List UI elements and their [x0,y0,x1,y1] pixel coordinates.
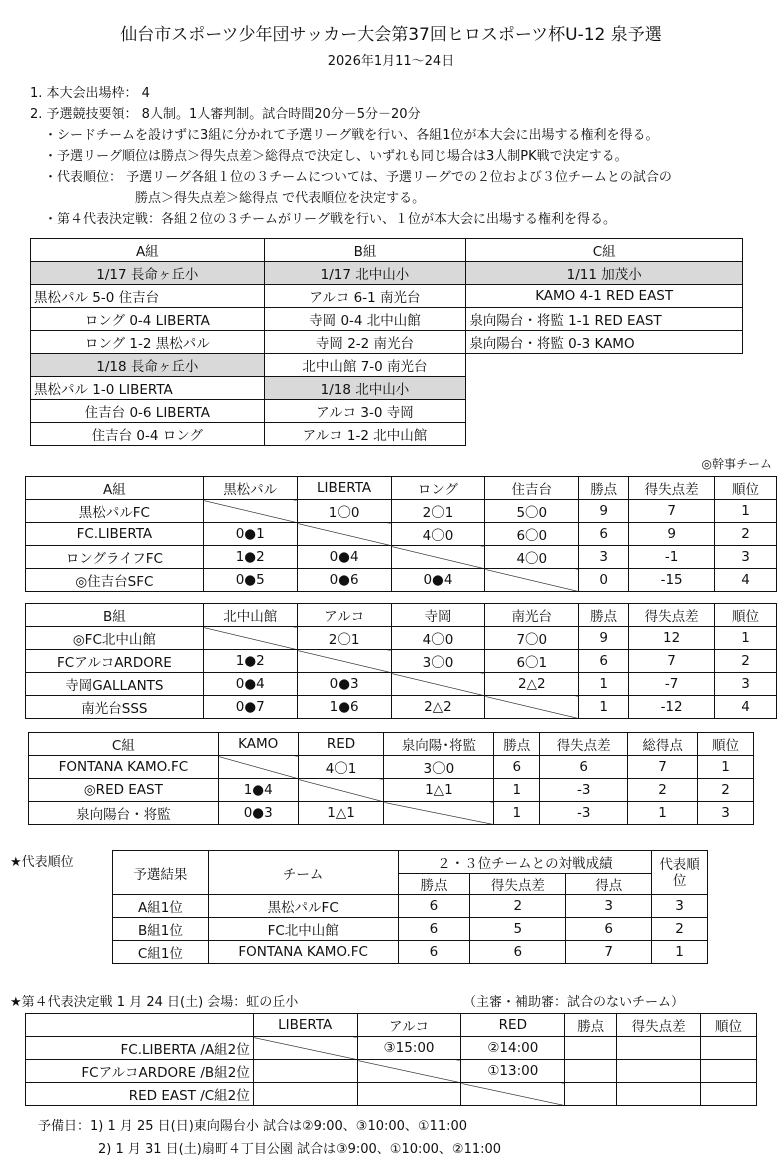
header-cell: 勝点 [494,733,540,756]
rank-cell: 2 [715,523,777,546]
fourth-table [25,1013,757,1106]
page-title: 仙台市スポーツ少年団サッカー大会第37回ヒロスポーツ杯U-12 泉予選 [120,25,662,45]
points-cell [565,1060,617,1083]
score-cell: 0●6 [297,569,391,592]
diff-cell: 2 [470,895,566,918]
rank-cell: 4 [715,569,777,592]
rank-cell: 1 [698,756,754,779]
schedule-venue: 1/18 長命ヶ丘小 [31,354,265,377]
header-cell: 住吉台 [485,477,579,500]
reserve-day-2: 2) 1 月 31 日(土)扇町４丁目公園 試合は③9:00、①10:00、②11:00 [98,1142,502,1157]
score-cell: 0●1 [203,523,297,546]
self-match-cell [461,1083,565,1106]
header-cell: KAMO [218,733,298,756]
team-name: FC.LIBERTA /A組2位 [26,1037,254,1060]
team-name: 寺岡GALLANTS [26,673,204,696]
result-cell: B組1位 [113,918,209,941]
rule-line: ・第４代表決定戦：各組２位の３チームがリーグ戦を行い、１位が本大会に出場する権利を得る。 [44,212,617,227]
score-cell: 1△1 [298,802,384,825]
rule-line: ・予選リーグ順位は勝点＞得失点差＞総得点で決定し、いずれも同じ場合は3人制PK戦で決定する。 [44,149,628,164]
score-cell: 0●5 [203,569,297,592]
diff-cell: -15 [629,569,715,592]
table-row [29,779,754,802]
header-cell: 得失点差 [629,604,715,627]
header-cell: 寺岡 [391,604,485,627]
match-time-cell: ②14:00 [461,1037,565,1060]
team-name: 南光台SSS [26,696,204,719]
header-cell [26,1014,254,1037]
schedule-header: B組 [264,239,466,262]
score-cell: 6〇1 [485,650,579,673]
table-row [113,941,708,964]
table-row [26,696,777,719]
diff-cell: -3 [540,779,628,802]
header-cell: 泉向陽･将監 [384,733,494,756]
schedule-venue: 1/18 北中山小 [264,377,466,400]
header-cell: 南光台 [485,604,579,627]
header-cell: 北中山館 [203,604,297,627]
team-name: FC.LIBERTA [26,523,204,546]
score-cell: 2△2 [391,696,485,719]
header-cell: 得失点差 [617,1014,701,1037]
rank-cell [701,1037,757,1060]
schedule-venue: 1/11 加茂小 [466,262,743,285]
rules-list [30,83,780,230]
rank-cell: 2 [698,779,754,802]
points-cell: 6 [494,756,540,779]
match-result: 黒松パル 5-0 住吉台 [31,285,265,308]
match-result: 寺岡 2-2 南光台 [264,331,466,354]
score-cell: 5〇0 [485,500,579,523]
match-result: 住吉台 0-4 ロング [31,423,265,446]
header-cell: 得失点差 [629,477,715,500]
header-cell: アルコ [357,1014,461,1037]
header-cell: 予選結果 [113,851,209,895]
table-row [26,673,777,696]
points-cell: 6 [579,523,629,546]
match-result: 北中山館 7-0 南光台 [264,354,466,377]
score-cell: 0●7 [203,696,297,719]
rule-line: 2. 予選競技要領： 8人制。1人審判制。試合時間20分－5分－20分 [30,107,421,122]
ranking-section-title: ★代表順位 [10,855,74,870]
schedule-header: C組 [466,239,743,262]
points-cell: 1 [494,802,540,825]
team-name: ロングライフFC [26,546,204,569]
table-row [26,1060,757,1083]
rank-cell [701,1083,757,1106]
group-c-table [28,732,754,825]
goals-cell: 6 [566,918,652,941]
header-cell: B組 [26,604,204,627]
score-cell: 0●4 [203,673,297,696]
table-row [26,650,777,673]
diff-cell: -7 [629,673,715,696]
match-result: 寺岡 0-4 北中山館 [264,308,466,331]
self-match-cell [384,802,494,825]
score-cell: 4〇1 [298,756,384,779]
header-cell: 総得点 [628,733,698,756]
header-cell: 勝点 [565,1014,617,1037]
team-name: ◎FC北中山館 [26,627,204,650]
score-cell: 0●4 [297,546,391,569]
header-cell: 勝点 [579,604,629,627]
rank-cell: 2 [652,918,708,941]
self-match-cell [357,1060,461,1083]
score-cell: 1●4 [218,779,298,802]
match-result: 泉向陽台・将監 0-3 KAMO [466,331,743,354]
match-result: 泉向陽台・将監 1-1 RED EAST [466,308,743,331]
header-cell: アルコ [297,604,391,627]
match-time-cell: ①13:00 [461,1060,565,1083]
schedule-header: A組 [31,239,265,262]
table-row [26,1037,757,1060]
table-row [26,523,777,546]
goals-cell: 2 [628,779,698,802]
diff-cell: 12 [629,627,715,650]
self-match-cell [297,523,391,546]
goals-cell: 3 [566,895,652,918]
header-cell: LIBERTA [297,477,391,500]
team-name: FONTANA KAMO.FC [208,941,398,964]
rule-line: ・代表順位： 予選リーグ各組１位の３チームについては、予選リーグでの２位および３位チームとの試合の [44,170,672,185]
score-cell: 4〇0 [485,546,579,569]
score-cell: 2〇1 [391,500,485,523]
self-match-cell [297,650,391,673]
diff-cell [617,1060,701,1083]
group-a-table [25,476,777,592]
header-cell: 順位 [701,1014,757,1037]
match-result: アルコ 1-2 北中山館 [264,423,466,446]
table-row [26,500,777,523]
rank-cell: 3 [698,802,754,825]
points-cell: 9 [579,500,629,523]
host-team-note: ◎幹事チーム [701,457,772,471]
rank-cell: 1 [715,627,777,650]
rank-cell: 1 [715,500,777,523]
points-cell: 1 [579,696,629,719]
self-match-cell [485,696,579,719]
header-cell: ロング [391,477,485,500]
rule-line: ・シードチームを設けずに3組に分かれて予選リーグ戦を行い、各組1位が本大会に出場する権利を得る。 [44,128,659,143]
team-name: ◎RED EAST [29,779,219,802]
result-cell: C組1位 [113,941,209,964]
self-match-cell [485,569,579,592]
score-cell: 1●2 [203,650,297,673]
score-cell: 7〇0 [485,627,579,650]
diff-cell: -3 [540,802,628,825]
points-cell: 6 [398,941,470,964]
team-name: 泉向陽台・将監 [29,802,219,825]
rank-cell: 3 [715,673,777,696]
match-time-cell [253,1083,357,1106]
match-result: アルコ 6-1 南光台 [264,285,466,308]
points-cell: 6 [579,650,629,673]
score-cell: 6〇0 [485,523,579,546]
ranking-table [112,850,708,964]
match-result: 黒松パル 1-0 LIBERTA [31,377,265,400]
diff-cell: 7 [629,650,715,673]
points-cell: 6 [398,895,470,918]
table-row [29,756,754,779]
header-cell: 順位 [698,733,754,756]
table-row [113,895,708,918]
table-row [26,1083,757,1106]
header-cell: 勝点 [398,874,470,895]
score-cell: 2〇1 [297,627,391,650]
self-match-cell [391,673,485,696]
score-cell: 0●4 [391,569,485,592]
header-cell: ２・３位チームとの対戦成績 [398,851,652,874]
rule-line: 勝点＞得失点差＞総得点 で代表順位を決定する。 [135,191,426,206]
score-cell: 1●2 [203,546,297,569]
header-cell: チーム [208,851,398,895]
points-cell: 9 [579,627,629,650]
points-cell: 0 [579,569,629,592]
points-cell: 3 [579,546,629,569]
score-cell: 4〇0 [391,523,485,546]
match-result: KAMO 4-1 RED EAST [466,285,743,308]
result-cell: A組1位 [113,895,209,918]
score-cell: 0●3 [218,802,298,825]
score-cell: 4〇0 [391,627,485,650]
header-cell: 勝点 [579,477,629,500]
schedule-venue: 1/17 北中山小 [264,262,466,285]
date-range: 2026年1月11〜24日 [327,54,455,69]
rank-cell: 4 [715,696,777,719]
self-match-cell [298,779,384,802]
rank-cell: 2 [715,650,777,673]
goals-cell: 1 [628,802,698,825]
schedule-venue: 1/17 長命ヶ丘小 [31,262,265,285]
referee-note: （主審・補助審：試合のないチーム） [463,995,685,1010]
self-match-cell [203,500,297,523]
diff-cell [617,1083,701,1106]
points-cell: 1 [494,779,540,802]
schedule-table [30,238,743,446]
rank-cell: 1 [652,941,708,964]
team-name: FC北中山館 [208,918,398,941]
rank-cell: 3 [652,895,708,918]
goals-cell: 7 [628,756,698,779]
diff-cell: -12 [629,696,715,719]
score-cell: 3〇0 [391,650,485,673]
diff-cell [617,1037,701,1060]
team-name: FCアルコARDORE [26,650,204,673]
diff-cell: 7 [629,500,715,523]
self-match-cell [391,546,485,569]
header-cell: 得失点差 [540,733,628,756]
points-cell: 1 [579,673,629,696]
table-row [26,546,777,569]
header-cell: 黒松パル [203,477,297,500]
team-name: FONTANA KAMO.FC [29,756,219,779]
header-cell: LIBERTA [253,1014,357,1037]
header-cell: C組 [29,733,219,756]
team-name: FCアルコARDORE /B組2位 [26,1060,254,1083]
points-cell [565,1083,617,1106]
match-result: ロング 1-2 黒松パル [31,331,265,354]
diff-cell: 6 [470,941,566,964]
diff-cell: -1 [629,546,715,569]
table-row [29,802,754,825]
header-cell: A組 [26,477,204,500]
header-cell: RED [461,1014,565,1037]
points-cell: 6 [398,918,470,941]
self-match-cell [218,756,298,779]
table-row [26,627,777,650]
reserve-day-1: 予備日：1) 1 月 25 日(日)東向陽台小 試合は②9:00、③10:00、①11:00 [38,1119,468,1134]
match-result: ロング 0-4 LIBERTA [31,308,265,331]
match-time-cell [357,1083,461,1106]
match-time-cell [253,1060,357,1083]
fourth-section-title: ★第４代表決定戦 1 月 24 日(土) 会場：虹の丘小 [10,995,299,1010]
self-match-cell [253,1037,357,1060]
score-cell: 3〇0 [384,756,494,779]
match-result: アルコ 3-0 寺岡 [264,400,466,423]
diff-cell: 9 [629,523,715,546]
score-cell: 2△2 [485,673,579,696]
header-cell: 代表順位 [652,851,708,895]
header-cell: 得点 [566,874,652,895]
header-cell: RED [298,733,384,756]
rule-line: 1. 本大会出場枠： 4 [30,86,150,101]
match-result: 住吉台 0-6 LIBERTA [31,400,265,423]
score-cell: 0●3 [297,673,391,696]
diff-cell: 6 [540,756,628,779]
group-b-table [25,603,777,719]
team-name: 黒松パルFC [26,500,204,523]
team-name: ◎住吉台SFC [26,569,204,592]
header-cell: 順位 [715,604,777,627]
match-time-cell: ③15:00 [357,1037,461,1060]
score-cell: 1〇0 [297,500,391,523]
points-cell [565,1037,617,1060]
rank-cell [701,1060,757,1083]
table-row [113,918,708,941]
header-cell: 順位 [715,477,777,500]
self-match-cell [203,627,297,650]
goals-cell: 7 [566,941,652,964]
score-cell: 1●6 [297,696,391,719]
header-cell: 得失点差 [470,874,566,895]
team-name: 黒松パルFC [208,895,398,918]
rank-cell: 3 [715,546,777,569]
team-name: RED EAST /C組2位 [26,1083,254,1106]
score-cell: 1△1 [384,779,494,802]
table-row [26,569,777,592]
diff-cell: 5 [470,918,566,941]
